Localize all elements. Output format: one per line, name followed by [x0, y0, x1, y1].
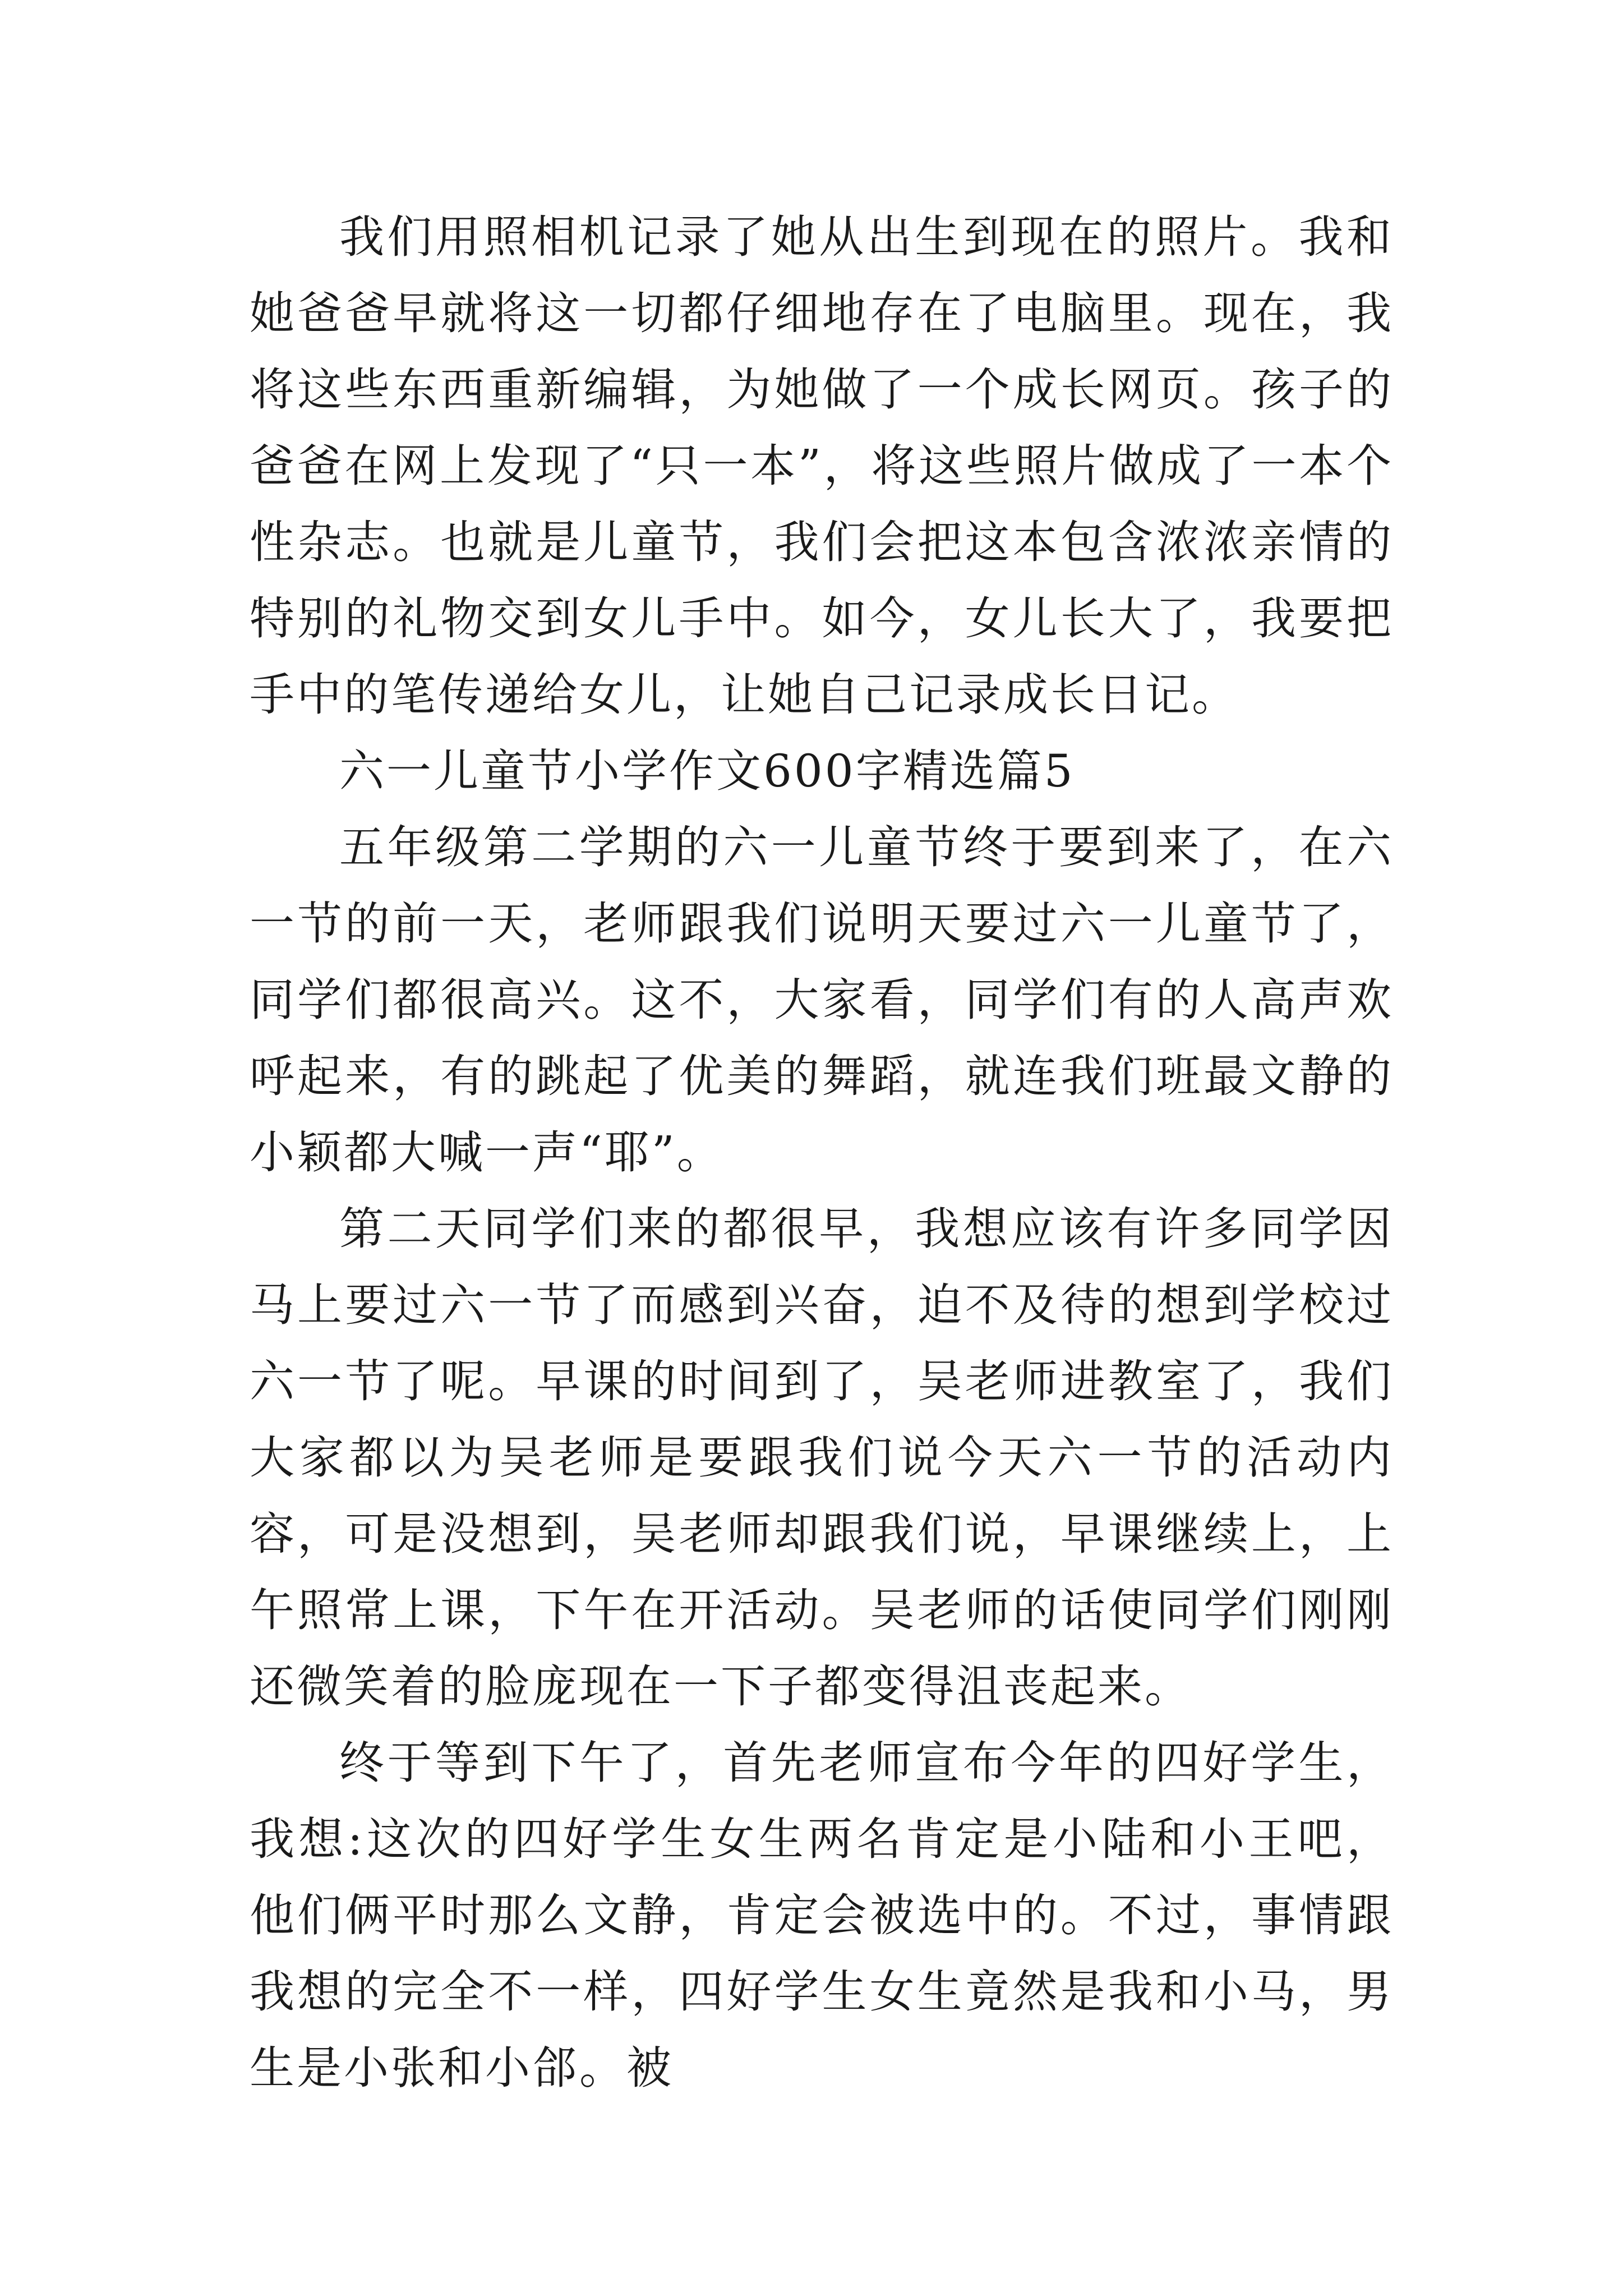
section-heading: 六一儿童节小学作文600字精选篇5 [339, 745, 1075, 797]
paragraph-intro: 五年级第二学期的六一儿童节终于要到来了，在六一节的前一天，老师跟我们说明天要过六一儿童节了，同学们都很高兴。这不，大家看，同学们有的人高声欢呼起来，有的跳起了优美的舞蹈，就连我们班最文静的小颖都大喊一声“耶”。 [250, 821, 1394, 1179]
paragraph-photos: 我们用照相机记录了她从出生到现在的照片。我和她爸爸早就将这一切都仔细地存在了电脑里。现在，我将这些东西重新编辑，为她做了一个成长网页。孩子的爸爸在网上发现了“只一本”，将这些照片做成了一本个性杂志。也就是儿童节，我们会把这本包含浓浓亲情的特别的礼物交到女儿手中。如今，女儿长大了，我要把手中的笔传递给女儿，让她自己记录成长日记。 [250, 211, 1394, 721]
document-body [250, 199, 1394, 2106]
paragraph-next-day: 第二天同学们来的都很早，我想应该有许多同学因马上要过六一节了而感到兴奋，迫不及待的想到学校过六一节了呢。早课的时间到了，吴老师进教室了，我们大家都以为吴老师是要跟我们说今天六一节的活动内容，可是没想到，吴老师却跟我们说，早课继续上，上午照常上课，下午在开活动。吴老师的话使同学们刚刚还微笑着的脸庞现在一下子都变得沮丧起来。 [250, 1203, 1394, 1713]
paragraph-afternoon: 终于等到下午了，首先老师宣布今年的四好学生，我想:这次的四好学生女生两名肯定是小陆和小王吧，他们俩平时那么文静，肯定会被选中的。不过，事情跟我想的完全不一样，四好学生女生竟然是我和小马，男生是小张和小郃。被 [250, 1737, 1394, 2094]
